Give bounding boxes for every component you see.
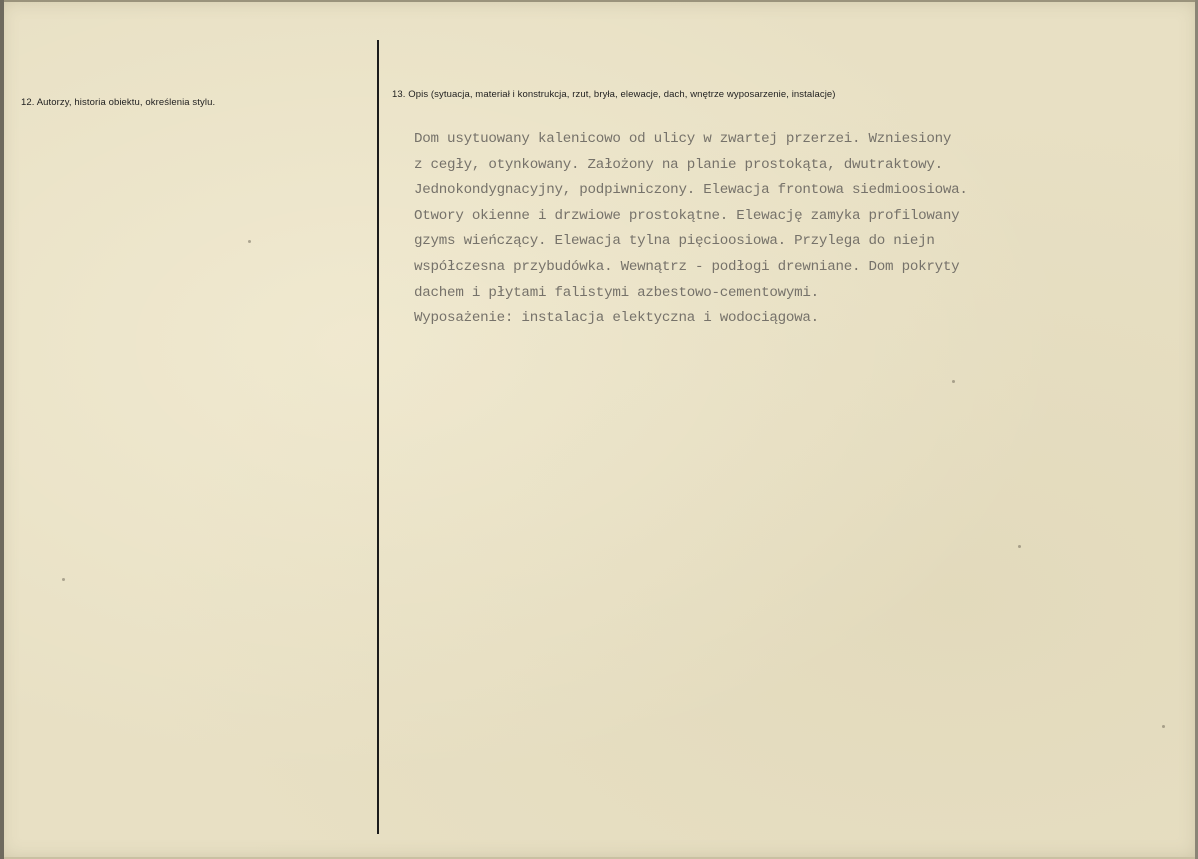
description-line: gzyms wieńczący. Elewacja tylna pięcioosiowa. Przylega do niejn bbox=[414, 233, 935, 250]
field-12-label: 12. Autorzy, historia obiektu, określenia stylu. bbox=[21, 97, 216, 108]
typed-description bbox=[414, 127, 1114, 332]
paper-speck bbox=[952, 380, 955, 383]
description-line: Jednokondygnacyjny, podpiwniczony. Elewacja frontowa siedmioosiowa. bbox=[414, 182, 968, 199]
description-line: współczesna przybudówka. Wewnątrz - podłogi drewniane. Dom pokryty bbox=[414, 258, 960, 275]
paper-speck bbox=[1162, 725, 1165, 728]
card-top-edge bbox=[0, 0, 1198, 2]
description-line: Wyposażenie: instalacja elektyczna i wodociągowa. bbox=[414, 310, 819, 327]
description-line: Otwory okienne i drzwiowe prostokątne. Elewację zamyka profilowany bbox=[414, 207, 960, 224]
description-line: z cegły, otynkowany. Założony na planie prostokąta, dwutraktowy. bbox=[414, 156, 943, 173]
paper-speck bbox=[1018, 545, 1021, 548]
paper-speck bbox=[62, 578, 65, 581]
card-left-edge bbox=[0, 0, 4, 859]
column-divider bbox=[377, 40, 379, 834]
description-line: Dom usytuowany kalenicowo od ulicy w zwartej przerzei. Wzniesiony bbox=[414, 131, 952, 147]
description-line: dachem i płytami falistymi azbestowo-cementowymi. bbox=[414, 284, 819, 301]
paper-speck bbox=[248, 240, 251, 243]
field-13-label: 13. Opis (sytuacja, materiał i konstrukcja, rzut, bryła, elewacje, dach, wnętrze wyposarzenie, instalacje) bbox=[392, 89, 836, 100]
